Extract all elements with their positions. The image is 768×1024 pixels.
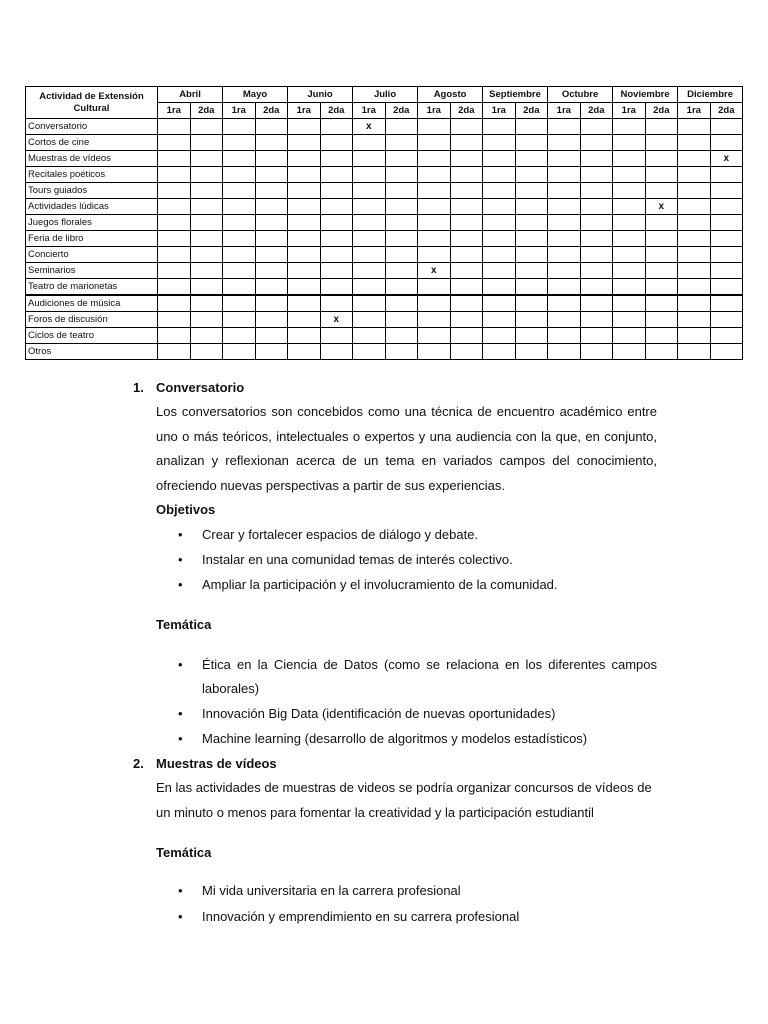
topics-title: Temática <box>156 845 212 860</box>
objectives-title: Objetivos <box>156 502 216 517</box>
month-header: Mayo <box>223 87 288 103</box>
section-1-para-line: uno o más teóricos, intelectuales o expertos y una audiencia con la que, en conjunto, <box>156 429 657 444</box>
month-header: Septiembre <box>483 87 548 103</box>
month-header: Diciembre <box>678 87 743 103</box>
activity-name: Foros de discusión <box>26 312 158 328</box>
activity-name: Recitales poéticos <box>26 167 158 183</box>
half-header: 2da <box>710 103 743 119</box>
bullet-icon: • <box>178 909 183 924</box>
half-header: 1ra <box>223 103 256 119</box>
half-header: 1ra <box>418 103 451 119</box>
half-header: 2da <box>255 103 288 119</box>
schedule-cell: x <box>645 199 678 215</box>
half-header: 2da <box>190 103 223 119</box>
activity-header: Actividad de Extensión Cultural <box>26 87 158 119</box>
half-header: 2da <box>645 103 678 119</box>
half-header: 1ra <box>353 103 386 119</box>
bullet-icon: • <box>178 883 183 898</box>
activity-name: Audiciones de música <box>26 295 158 312</box>
topic-item: Mi vida universitaria en la carrera profesional <box>202 883 461 898</box>
half-header: 1ra <box>548 103 581 119</box>
section-1-number: 1. <box>133 380 144 395</box>
half-header: 2da <box>515 103 548 119</box>
bullet-icon: • <box>178 706 183 721</box>
schedule-cell: x <box>418 263 451 279</box>
activity-name: Actividades lúdicas <box>26 199 158 215</box>
activity-name: Conversatorio <box>26 119 158 135</box>
half-header: 1ra <box>483 103 516 119</box>
activity-name: Juegos florales <box>26 215 158 231</box>
half-header: 2da <box>450 103 483 119</box>
topic-item: Ética en la Ciencia de Datos (como se relaciona en los diferentes campos <box>202 657 657 672</box>
section-1-para-line: Los conversatorios son concebidos como una técnica de encuentro académico entre <box>156 404 657 419</box>
activity-name: Ciclos de teatro <box>26 328 158 344</box>
topic-item-cont: laborales) <box>202 681 260 696</box>
month-header: Julio <box>353 87 418 103</box>
month-header: Abril <box>158 87 223 103</box>
month-header: Junio <box>288 87 353 103</box>
activity-name: Muestras de vídeos <box>26 151 158 167</box>
activity-name: Tours guiados <box>26 183 158 199</box>
month-header: Octubre <box>548 87 613 103</box>
section-2-title: Muestras de vídeos <box>156 756 277 771</box>
schedule-cell: x <box>320 312 353 328</box>
bullet-icon: • <box>178 657 183 672</box>
half-header: 2da <box>385 103 418 119</box>
half-header: 2da <box>580 103 613 119</box>
objective-item: Crear y fortalecer espacios de diálogo y debate. <box>202 527 479 542</box>
schedule-cell: x <box>353 119 386 135</box>
topics-title: Temática <box>156 617 212 632</box>
section-1-title: Conversatorio <box>156 380 245 395</box>
section-1-para-line: analizan y reflexionan acerca de un tema en variados campos del conocimiento, <box>156 453 657 468</box>
bullet-icon: • <box>178 552 183 567</box>
half-header: 1ra <box>288 103 321 119</box>
activity-name: Cortos de cine <box>26 135 158 151</box>
activity-name: Concierto <box>26 247 158 263</box>
topic-item: Innovación Big Data (identificación de nuevas oportunidades) <box>202 706 556 721</box>
bullet-icon: • <box>178 731 183 746</box>
half-header: 1ra <box>158 103 191 119</box>
section-2-number: 2. <box>133 756 144 771</box>
section-2-para-line: En las actividades de muestras de videos se podría organizar concursos de vídeos de <box>156 780 652 795</box>
section-1-para-line: ofreciendo nuevas perspectivas a partir de sus experiencias. <box>156 478 506 493</box>
objective-item: Ampliar la participación y el involucramiento de la comunidad. <box>202 577 558 592</box>
topic-item: Machine learning (desarrollo de algoritmos y modelos estadísticos) <box>202 731 588 746</box>
objective-item: Instalar en una comunidad temas de interés colectivo. <box>202 552 513 567</box>
section-2-para-line: un minuto o menos para fomentar la creatividad y la participación estudiantil <box>156 805 594 820</box>
half-header: 1ra <box>678 103 711 119</box>
half-header: 1ra <box>613 103 646 119</box>
activity-name: Seminarios <box>26 263 158 279</box>
topic-item: Innovación y emprendimiento en su carrera profesional <box>202 909 520 924</box>
half-header: 2da <box>320 103 353 119</box>
schedule-cell: x <box>710 151 743 167</box>
activity-name: Otros <box>26 344 158 360</box>
bullet-icon: • <box>178 577 183 592</box>
month-header: Agosto <box>418 87 483 103</box>
activity-name: Teatro de marionetas <box>26 279 158 296</box>
month-header: Noviembre <box>613 87 678 103</box>
bullet-icon: • <box>178 527 183 542</box>
activity-name: Feria de libro <box>26 231 158 247</box>
